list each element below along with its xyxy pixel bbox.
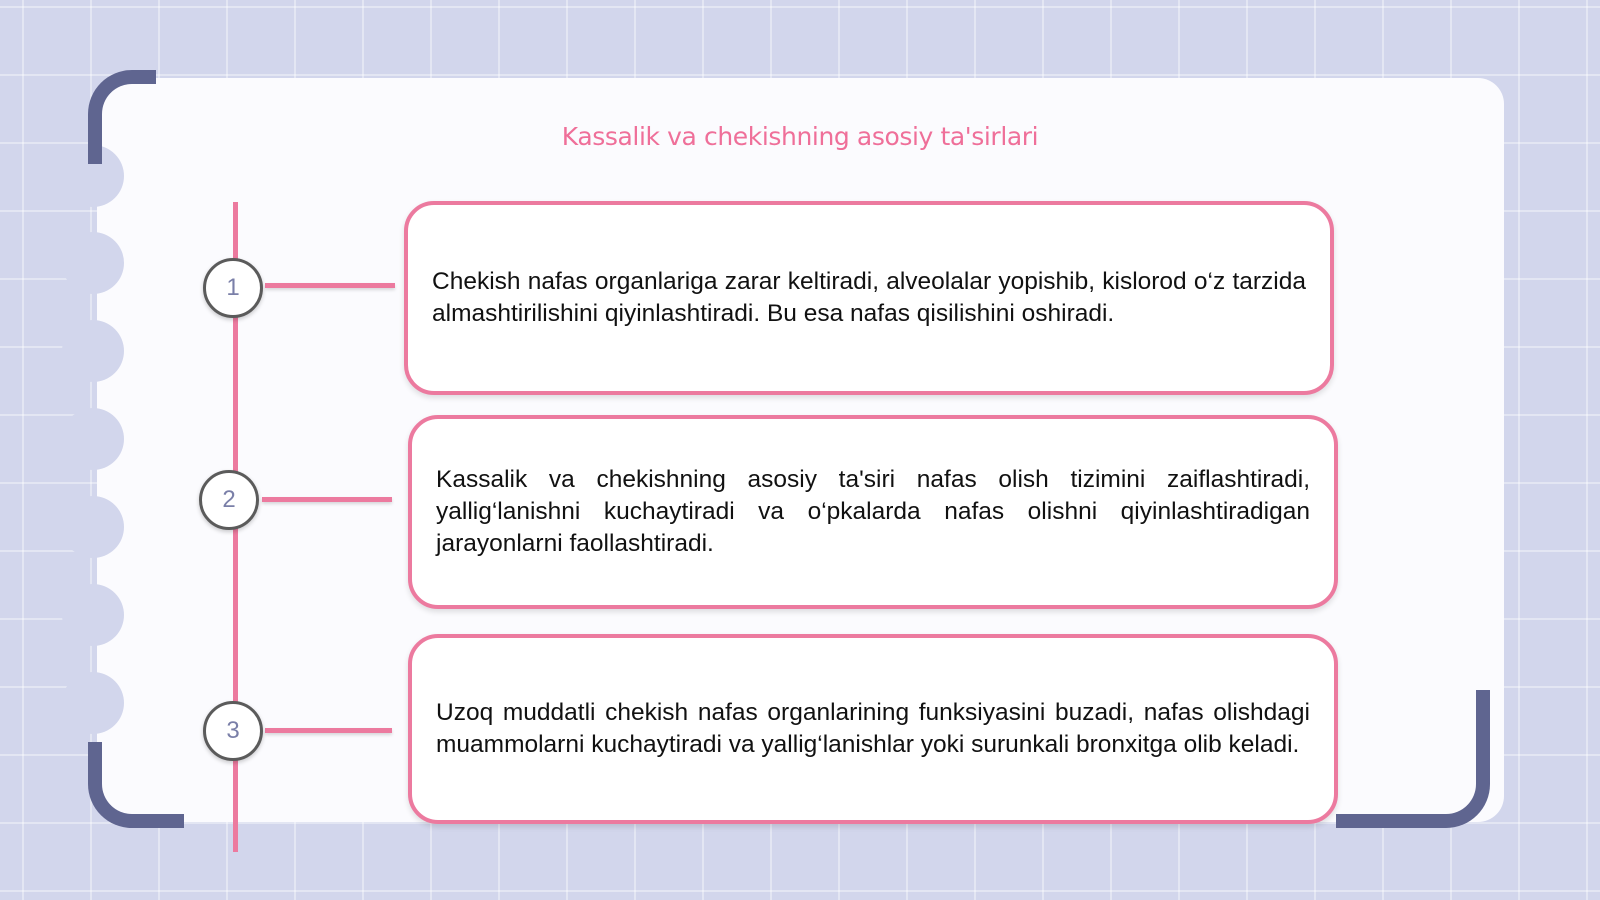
corner-bracket-bottom-right (1336, 690, 1490, 828)
scallop-decoration (62, 408, 124, 470)
timeline-node-2: 2 (199, 470, 259, 530)
info-box-1 (404, 201, 1334, 395)
info-text: Kassalik va chekishning asosiy ta'siri nafas olish tizimini zaiflashtiradi, yallig‘lanishni kuchaytiradi va o‘pkalarda nafas olishni qiyinlashtiradigan jarayonlarni faollashtiradi. (436, 466, 1310, 557)
scallop-decoration (62, 584, 124, 646)
scallop-decoration (62, 496, 124, 558)
scallop-decoration (62, 232, 124, 294)
corner-bracket-top-left (88, 70, 156, 164)
info-box-3 (408, 634, 1338, 824)
timeline-connector (265, 283, 395, 288)
timeline-node-1: 1 (203, 258, 263, 318)
info-box-2 (408, 415, 1338, 609)
info-text: Uzoq muddatli chekish nafas organlarining funksiyasini buzadi, nafas olishdagi muammolarni kuchaytiradi va yallig‘lanishlar yoki surunkali bronxitga olib keladi. (436, 699, 1310, 758)
slide-title: Kassalik va chekishning asosiy ta'sirlari (561, 122, 1039, 151)
info-text: Chekish nafas organlariga zarar keltiradi, alveolalar yopishib, kislorod o‘z tarzida almashtirilishini qiyinlashtiradi. Bu esa nafas qisilishini oshiradi. (432, 268, 1306, 327)
scallop-decoration (62, 320, 124, 382)
corner-bracket-bottom-left (88, 742, 184, 828)
timeline-node-3: 3 (203, 701, 263, 761)
timeline-connector (262, 497, 392, 502)
scallop-decoration (62, 672, 124, 734)
timeline-connector (265, 728, 392, 733)
